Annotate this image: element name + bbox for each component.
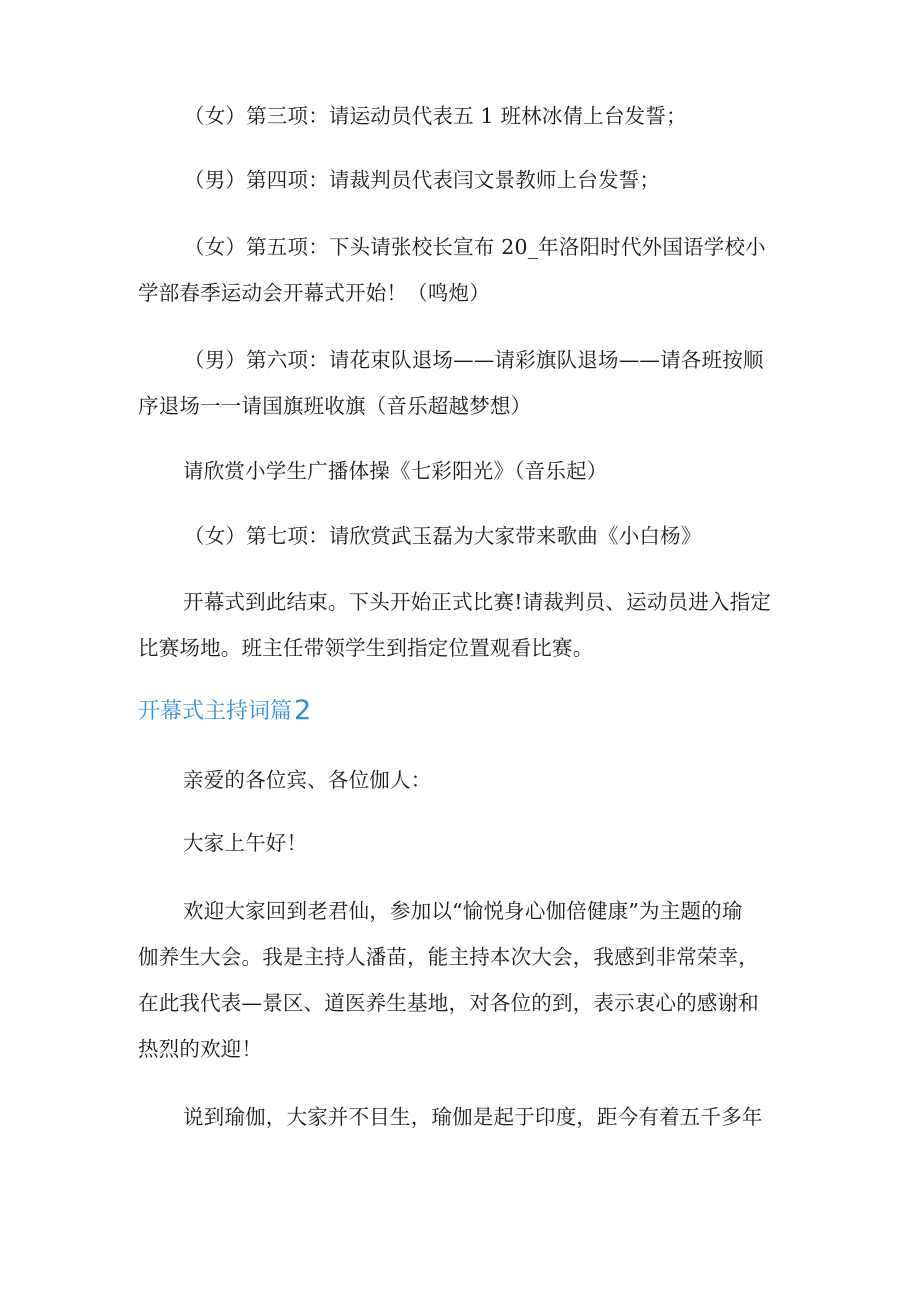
paragraph-item-7 bbox=[138, 513, 798, 559]
paragraph-hello bbox=[138, 820, 798, 866]
paragraph-line: 欢迎大家回到老君仙，参加以“愉悦身心伽倍健康”为主题的瑜 bbox=[183, 899, 743, 923]
paragraph-line: （男）第四项：请裁判员代表闫文景教师上台发誓； bbox=[184, 168, 661, 192]
paragraph-welcome bbox=[138, 888, 798, 1072]
paragraph-line: 开幕式到此结束。下头开始正式比赛!请裁判员、运动员进入指定 bbox=[183, 590, 772, 614]
section-heading-number: 2 bbox=[294, 695, 312, 726]
paragraph-item-4 bbox=[138, 157, 798, 203]
paragraph-line: 学部春季运动会开幕式开始！（鸣炮） bbox=[138, 281, 490, 305]
paragraph-line: 序退场一一请国旗班收旗（音乐超越梦想） bbox=[138, 394, 532, 418]
paragraph-line: 大家上午好！ bbox=[183, 831, 308, 855]
paragraph-line: （男）第六项：请花束队退场——请彩旗队退场——请各班按顺 bbox=[184, 348, 764, 372]
paragraph-line: （女）第五项：下头请张校长宣布 20_年洛阳时代外国语学校小 bbox=[184, 235, 766, 259]
paragraph-item-3 bbox=[138, 93, 798, 139]
paragraph-line: 在此我代表—景区、道医养生基地，对各位的到，表示衷心的感谢和 bbox=[138, 991, 759, 1015]
paragraph-closing bbox=[138, 579, 798, 671]
paragraph-yoga bbox=[138, 1094, 798, 1140]
paragraph-line: 热烈的欢迎！ bbox=[138, 1037, 263, 1061]
paragraph-line: 伽养生大会。我是主持人潘苗，能主持本次大会，我感到非常荣幸， bbox=[138, 945, 759, 969]
paragraph-line: 说到瑜伽，大家并不目生，瑜伽是起于印度，距今有着五千多年 bbox=[183, 1105, 763, 1129]
paragraph-item-5 bbox=[138, 224, 798, 316]
section-heading bbox=[138, 691, 798, 732]
paragraph-item-6 bbox=[138, 337, 798, 429]
section-heading-text: 开幕式主持词篇 bbox=[138, 699, 293, 724]
paragraph-greeting bbox=[138, 757, 798, 803]
paragraph-line: （女）第三项：请运动员代表五 1 班林冰倩上台发誓； bbox=[184, 104, 687, 128]
paragraph-gymnastics bbox=[138, 448, 798, 494]
paragraph-line: 比赛场地。班主任带领学生到指定位置观看比赛。 bbox=[138, 636, 594, 660]
paragraph-line: 请欣赏小学生广播体操《七彩阳光》（音乐起） bbox=[183, 459, 608, 483]
paragraph-line: 亲爱的各位宾、各位伽人： bbox=[183, 768, 432, 792]
paragraph-line: （女）第七项：请欣赏武玉磊为大家带来歌曲《小白杨》 bbox=[184, 524, 702, 548]
